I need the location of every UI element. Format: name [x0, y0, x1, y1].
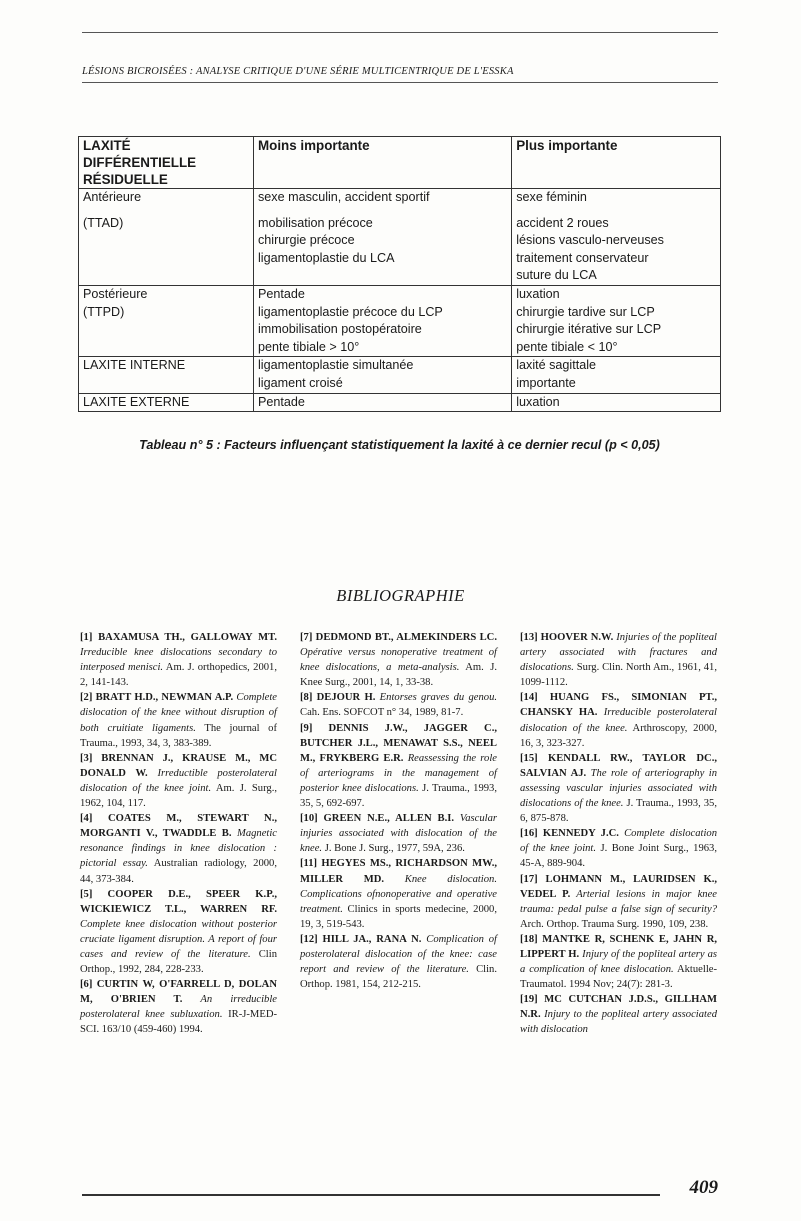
reference-authors: [14] HUANG FS., SIMONIAN PT., CHANSKY HA. [520, 692, 717, 719]
reference-authors: [15] KENDALL RW., TAYLOR DC., SALVIAN AJ. [520, 752, 717, 779]
reference-authors: [3] BRENNAN J., KRAUSE M., MC DONALD W. [80, 752, 277, 779]
reference-title: Irreductible posterolateral dislocation of the knee joint. [80, 767, 278, 794]
reference-entry [80, 977, 277, 1037]
reference-source: Clin. Orthop. 1981, 154, 212-215. [300, 964, 498, 991]
more-important-cell [512, 357, 721, 393]
cell-line [258, 207, 507, 215]
reference-entry [300, 690, 497, 720]
reference-authors: [9] DENNIS J.W., JAGGER C., BUTCHER J.L., MENAWAT S.S., NEEL M., FRYKBERG E.R. [300, 722, 497, 764]
less-important-cell [254, 189, 512, 286]
reference-authors: [13] HOOVER N.W. [520, 632, 614, 643]
top-rule [82, 32, 718, 33]
reference-title: Arterial lesions in major knee trauma: pedal pulse a false sign of security? [520, 888, 717, 915]
less-important-cell [254, 357, 512, 393]
more-important-cell [512, 393, 721, 412]
reference-entry [80, 630, 277, 690]
cell-line: traitement conservateur [516, 250, 649, 265]
cell-line: lésions vasculo-nerveuses [516, 233, 664, 248]
factors-table [78, 136, 721, 412]
reference-title: Injury to the popliteal artery associated with dislocation [520, 1009, 717, 1036]
reference-source: Aktuelle-Traumatol. 1994 Nov; 24(7): 281-3. [520, 964, 717, 991]
reference-title: Opérative versus nonoperative treatment of knee dislocations, a meta-analysis. [300, 647, 497, 674]
header-more-important: Plus importante [512, 137, 721, 189]
reference-title: Knee dislocation. Complications ofnonoperative and operative treatment. [300, 873, 497, 915]
reference-authors: [17] LOHMANN M., LAURIDSEN K., VEDEL P. [520, 873, 717, 900]
reference-entry [80, 887, 277, 978]
reference-title: An irreducible posterolateral knee subluxation. [80, 994, 277, 1021]
reference-source: J. Bone Joint Surg., 1963, 45-A, 889-904. [520, 843, 717, 870]
cell-line: LAXITE INTERNE [83, 358, 186, 373]
cell-line: suture du LCA [516, 268, 597, 283]
cell-line: Antérieure [83, 190, 142, 204]
reference-title: Complete dislocation of the knee without disruption of both cruitiate ligaments. [80, 692, 277, 734]
more-important-cell [512, 189, 721, 286]
reference-authors: [7] DEDMOND BT., ALMEKINDERS LC. [300, 632, 497, 643]
cell-line: mobilisation précoce [258, 215, 373, 230]
reference-entry [520, 690, 717, 750]
footer-rule [82, 1194, 660, 1196]
table-row [79, 393, 721, 412]
cell-line: Pentade [258, 394, 305, 409]
cell-line: pente tibiale < 10° [516, 339, 618, 354]
reference-source: Arthroscopy, 2000, 16, 3, 323-327. [520, 722, 717, 749]
cell-line: chirurgie itérative sur LCP [516, 322, 662, 337]
reference-entry [520, 630, 717, 690]
cell-line: chirurgie tardive sur LCP [516, 304, 655, 319]
row-label-cell [79, 357, 254, 393]
cell-line: Postérieure [83, 286, 148, 301]
cell-line: ligamentoplastie précoce du LCP [258, 304, 443, 319]
reference-authors: [8] DEJOUR H. [300, 692, 376, 704]
reference-entry [80, 690, 277, 750]
reference-source: Am. J. Surg., 1962, 104, 117. [80, 782, 277, 810]
table-row [79, 357, 721, 393]
reference-source: J. Trauma., 1993, 35, 6, 875-878. [520, 798, 717, 825]
reference-source: Arch. Orthop. Trauma Surg. 1990, 109, 238. [520, 918, 709, 930]
reference-entry [300, 811, 497, 856]
reference-entry [520, 751, 717, 826]
reference-entry [80, 811, 277, 886]
reference-source: Australian radiology, 2000, 44, 373-384. [80, 858, 277, 885]
page-number: 409 [689, 1177, 718, 1198]
bibliography-column-1 [80, 630, 277, 1038]
reference-entry [520, 932, 717, 992]
cell-line: ligamentoplastie simultanée [258, 358, 414, 373]
cell-line: luxation [516, 394, 560, 409]
cell-line: Pentade [258, 286, 305, 301]
reference-entry [300, 856, 497, 931]
cell-line: sexe féminin [516, 190, 587, 204]
cell-line: sexe masculin, accident sportif [258, 190, 430, 204]
reference-authors: [1] BAXAMUSA TH., GALLOWAY MT. [80, 632, 277, 643]
reference-authors: [19] MC CUTCHAN J.D.S., GILLHAM N.R. [520, 994, 717, 1021]
reference-authors: [11] HEGYES MS., RICHARDSON MW., MILLER MD. [300, 858, 497, 885]
header-rule [82, 82, 718, 83]
reference-title: Magnetic resonance findings in knee dislocation : pictorial essay. [80, 828, 278, 870]
reference-authors: [10] GREEN N.E., ALLEN B.I. [300, 813, 455, 825]
cell-line: ligament croisé [258, 375, 343, 390]
cell-line [516, 207, 716, 215]
reference-title: Complete dislocation of the knee joint. [520, 828, 717, 855]
reference-authors: [4] COATES M., STEWART N., MORGANTI V., TWADDLE B. [80, 813, 277, 840]
cell-line [83, 207, 249, 215]
reference-authors: [18] MANTKE R, SCHENK E, JAHN R, LIPPERT H. [520, 933, 717, 960]
cell-line: (TTPD) [83, 304, 125, 319]
row-label-cell [79, 393, 254, 412]
reference-title: Vascular injuries associated with dislocation of the knee. [300, 813, 497, 855]
table-row [79, 189, 721, 286]
cell-line: (TTAD) [83, 215, 124, 230]
reference-title: Complication of posterolateral dislocation of the knee: case report and review of the literature. [300, 933, 497, 976]
header-laxity: LAXITÉ DIFFÉRENTIELLE RÉSIDUELLE [79, 137, 254, 189]
bibliography-column-2 [300, 630, 497, 992]
table-row [79, 285, 721, 356]
running-header: LÉSIONS BICROISÉES : ANALYSE CRITIQUE D'UNE SÉRIE MULTICENTRIQUE DE L'ESSKA [82, 66, 514, 77]
reference-title: Irreducible posterolateral dislocation of the knee. [520, 707, 717, 734]
reference-entry [520, 992, 717, 1037]
reference-title: Injury of the popliteal artery as a complication of knee dislocation. [520, 948, 717, 976]
bibliography-column-3 [520, 630, 717, 1038]
reference-source: Clin Orthop., 1992, 284, 228-233. [80, 948, 277, 976]
reference-title: Entorses graves du genou. [375, 692, 498, 704]
cell-line: luxation [516, 286, 560, 301]
reference-authors: [2] BRATT H.D., NEWMAN A.P. [80, 692, 234, 704]
cell-line: LAXITE EXTERNE [83, 394, 190, 409]
table-caption: Tableau n° 5 : Facteurs influençant statistiquement la laxité à ce dernier recul (p < 0,05) [139, 438, 660, 452]
reference-title: Reassessing the role of arteriograms in the management of posterior knee dislocations. [300, 752, 497, 794]
cell-line: immobilisation postopératoire [258, 322, 422, 337]
cell-line: pente tibiale > 10° [258, 339, 360, 354]
less-important-cell [254, 393, 512, 412]
cell-line: importante [516, 375, 576, 390]
reference-title: Injuries of the popliteal artery associated with fractures and dislocations. [520, 632, 717, 674]
reference-source: J. Bone J. Surg., 1977, 59A, 236. [322, 843, 465, 855]
reference-entry [520, 872, 717, 932]
header-less-important: Moins importante [254, 137, 512, 189]
reference-authors: [12] HILL JA., RANA N. [300, 933, 422, 945]
reference-source: Surg. Clin. North Am., 1961, 41, 1099-1112. [520, 662, 717, 689]
reference-source: Cah. Ens. SOFCOT n° 34, 1989, 81-7. [300, 707, 464, 719]
reference-entry [300, 721, 497, 812]
reference-title: Complete knee dislocation without posterior cruciate ligament disruption. A report of four cases and review of the literature. [80, 918, 277, 960]
reference-source: Am. J. orthopedics, 2001, 2, 141-143. [80, 662, 277, 689]
reference-entry [520, 826, 717, 871]
reference-entry [80, 751, 277, 811]
reference-source: J. Trauma., 1993, 35, 5, 692-697. [300, 782, 497, 810]
cell-line: laxité sagittale [516, 358, 597, 373]
row-label-cell [79, 189, 254, 286]
more-important-cell [512, 285, 721, 356]
reference-authors: [5] COOPER D.E., SPEER K.P., WICKIEWICZ T.L., WARREN RF. [80, 888, 277, 915]
reference-entry [300, 630, 497, 690]
reference-source: IR-J-MED-SCI. 163/10 (459-460) 1994. [80, 1009, 277, 1036]
cell-line: accident 2 roues [516, 215, 609, 230]
cell-line: ligamentoplastie du LCA [258, 250, 395, 265]
reference-source: Clinics in sports medecine, 2000, 19, 3, 519-543. [300, 903, 497, 930]
reference-source: The journal of Trauma., 1993, 34, 3, 383-389. [80, 722, 277, 749]
reference-source: Am. J. Knee Surg., 2001, 14, 1, 33-38. [300, 662, 497, 689]
reference-title: The role of arteriography in assessing vascular injuries associated with dislocations of the knee. [520, 767, 717, 810]
reference-entry [300, 932, 497, 992]
less-important-cell [254, 285, 512, 356]
reference-authors: [16] KENNEDY J.C. [520, 828, 619, 840]
reference-title: Irreducible knee dislocations secondary to interposed menisci. [80, 647, 277, 674]
table-header-row [79, 137, 721, 189]
reference-authors: [6] CURTIN W, O'FARRELL D, DOLAN M, O'BRIEN T. [80, 979, 277, 1006]
bibliography-title: BIBLIOGRAPHIE [336, 586, 465, 605]
row-label-cell [79, 285, 254, 356]
cell-line: chirurgie précoce [258, 233, 355, 248]
